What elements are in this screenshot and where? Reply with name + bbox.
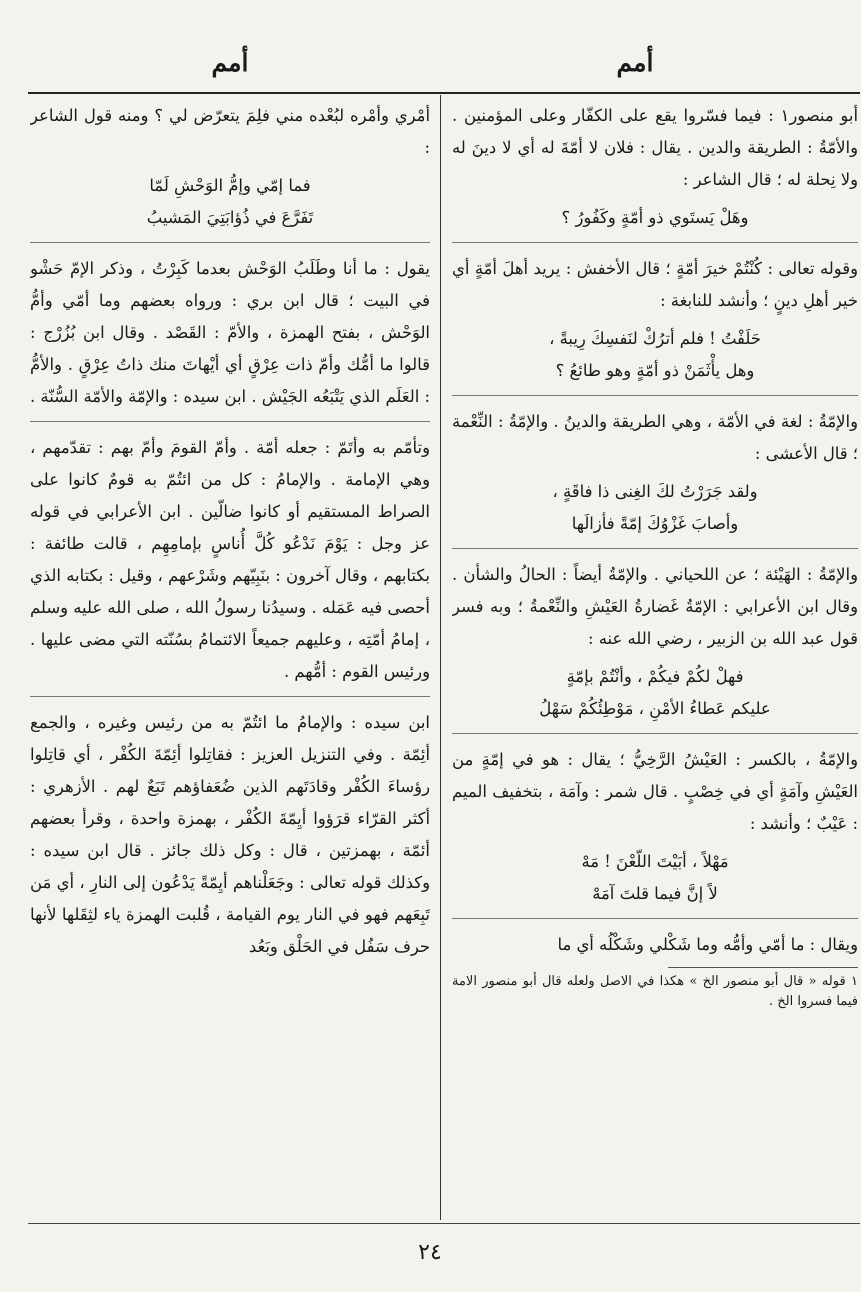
paragraph: ابن سيده : والإمامُ ما ائتُمّ به من رئيس وغيره ، والجمع أئِمّة . وفي التنزيل العزيز : فقاتِلوا أئِمّةَ الكُفْر ، أي قاتِلوا رؤساءَ الكُفْر وقادَتَهم الذين ضُعَفاؤهم تَبَعٌ لهم . الأزهري : أكثر القرّاء قرَؤوا أيِمّةَ الكُفْر ، بهمزة واحدة ، وقرأ بعضهم أئمّة ، بهمزتين ، قال : وكل ذلك جائز . قال ابن سيده : وكذلك قوله تعالى : وجَعَلْناهم أيِمّةً يَدْعُون إلى النارِ ، أي مَن تَبِعَهم فهو في النار يوم القيامة ، قُلبت الهمزة ياء لثِقَلها لأنها حرف سَفُل في الحَلْق وبَعُد: [30, 713, 430, 956]
verse-line: وهَلْ يَستَوي ذو أمّةٍ وكَفُورُ ؟: [561, 208, 749, 227]
verse: [452, 202, 858, 234]
verse-line: فهلْ لكُمْ فيكُمْ ، وأنْتُمْ بإمّةٍ: [566, 667, 744, 686]
paragraph: يقول : ما أنا وطَلَبُ الوَحْش بعدما كَبِرْتُ ، وذكر الإمّ حَشْو في البيت ؛ قال ابن بري : ورواه بعضهم وما أمّي وأمُّ الوَحْش ، بفتح الهمزة ، والأمّ : القَصْد . وقال ابن بُزُرْج : قالوا ما أمُّك وأمّ ذات عِرْقٍ أي أيْهاتَ منك ذاتُ عِرْقٍ . والأمُّ : العَلَم الذي يَتْبَعُه الجَيْش . ابن سيده : والإمّة والأمّة السُّنّة .: [30, 259, 430, 406]
verse: [452, 846, 858, 910]
verse-line: عليكم عَطاءُ الأمْنِ ، مَوْطِئُكُمْ سَهْلُ: [539, 699, 771, 718]
running-header-right: أمم: [616, 48, 654, 77]
verse: [452, 476, 858, 540]
separator: [452, 733, 858, 734]
separator: [30, 421, 430, 422]
bottom-rule: [28, 1223, 860, 1224]
verse-line: لاً إنَّ فيما قلتَ آمَهْ: [592, 884, 718, 903]
paragraph: والإمّةُ ، بالكسر : العَيْشُ الرَّخِيُّ ؛ يقال : هو في إمّةٍ من العَيْشِ وآمَةٍ أي في خِصْبٍ . قال شمر : وآمَة ، بتخفيف الميم : عَيْبٌ ؛ وأنشد :: [452, 750, 858, 833]
footnote: ١ قوله « قال أبو منصور الخ » هكذا في الاصل ولعله قال أبو منصور الامة فيما فسروا الخ .: [452, 974, 858, 1009]
verse-line: ولقد جَرَرْتُ لكَ الغِنى ذا فاقَةٍ ،: [552, 482, 758, 501]
paragraph: ويقال : ما أمّي وأمُّه وما شَكْلي وشَكْلُه أي ما: [557, 935, 858, 954]
separator: [452, 242, 858, 243]
separator: [30, 242, 430, 243]
separator: [452, 918, 858, 919]
verse-line: حَلَفْتُ ! فلم أترُكْ لنَفسِكَ رِيبةً ،: [549, 329, 761, 348]
paragraph: والإمّةُ : الهَيْئة ؛ عن اللحياني . والإمّةُ أيضاً : الحالُ والشأن . وقال ابن الأعرابي : الإمّةُ غَضارةُ العَيْشِ والنِّعْمةُ ؛ وبه فسر قول عبد الله بن الزبير ، رضي الله عنه :: [452, 565, 858, 648]
footnote-rule: [668, 967, 858, 968]
verse-line: وأصابَ غَزْوُكَ إمّةً فأزالَها: [571, 514, 739, 533]
separator: [452, 395, 858, 396]
paragraph: والإمّةُ : لغة في الأمّة ، وهي الطريقة والدينُ . والإمّةُ : النِّعْمة ؛ قال الأعشى :: [452, 412, 858, 463]
verse: [452, 323, 858, 387]
top-rule: [28, 92, 860, 94]
verse: [452, 661, 858, 725]
separator: [452, 548, 858, 549]
running-header-left: أمم: [211, 48, 249, 77]
verse-line: وهل يأْثَمَنْ ذو أمّةٍ وهو طائعُ ؟: [555, 361, 755, 380]
left-column: [30, 100, 430, 1215]
verse-line: تَفَرَّعَ في ذُؤابَتِيَ المَشيبُ: [146, 208, 314, 227]
paragraph: وتأمّم به وأتَمّ : جعله أمّة . وأمّ القومَ وأمّ بهم : تقدّمهم ، وهي الإمامة . والإمامُ : كل من ائتُمّ به قومٌ كانوا على الصراط المستقيم أو كانوا ضالّين . ابن الأعرابي في قوله عز وجل : يَوْمَ نَدْعُو كُلَّ أُناسٍ بإمامِهِم ، قالت طائفة : بكتابهم ، وقال آخرون : بنَبِيّهم وشَرْعهم ، وقيل : بكتابه الذي أحصى فيه عَمَله . وسيدُنا رسولُ الله ، صلى الله عليه وسلم ، إمامُ أمّتِه ، وعليهم جميعاً الائتمامُ بسُنّته التي مضى عليها . ورئيس القوم : أمُّهم .: [30, 438, 430, 681]
verse-line: فما إمّي وإمُّ الوَحْشِ لَمّا: [149, 176, 311, 195]
column-divider: [440, 95, 441, 1220]
paragraph: وقوله تعالى : كُنْتُمْ خيرَ أمّةٍ ؛ قال الأخفش : يريد أهلَ أمّةٍ أي خير أهلِ دينٍ ؛ وأنشد للنابغة :: [452, 259, 858, 310]
verse-line: مَهْلاً ، أبَيْتَ اللّعْنَ ! مَهْ: [581, 852, 729, 871]
separator: [30, 696, 430, 697]
verse: [30, 170, 430, 234]
paragraph: أمْري وأمْره لبُعْده مني فلِمَ يتعرّض لي ؟ ومنه قول الشاعر :: [30, 106, 430, 157]
paragraph: أبو منصور١ : فيما فسّروا يقع على الكفّار وعلى المؤمنين . والأمّةُ : الطريقة والدين . يقال : فلان لا أمّةَ له أي لا دينَ له ولا نِحلة له ؛ قال الشاعر :: [452, 106, 858, 189]
right-column: [452, 100, 858, 1215]
page-number: ٢٤: [418, 1240, 442, 1265]
